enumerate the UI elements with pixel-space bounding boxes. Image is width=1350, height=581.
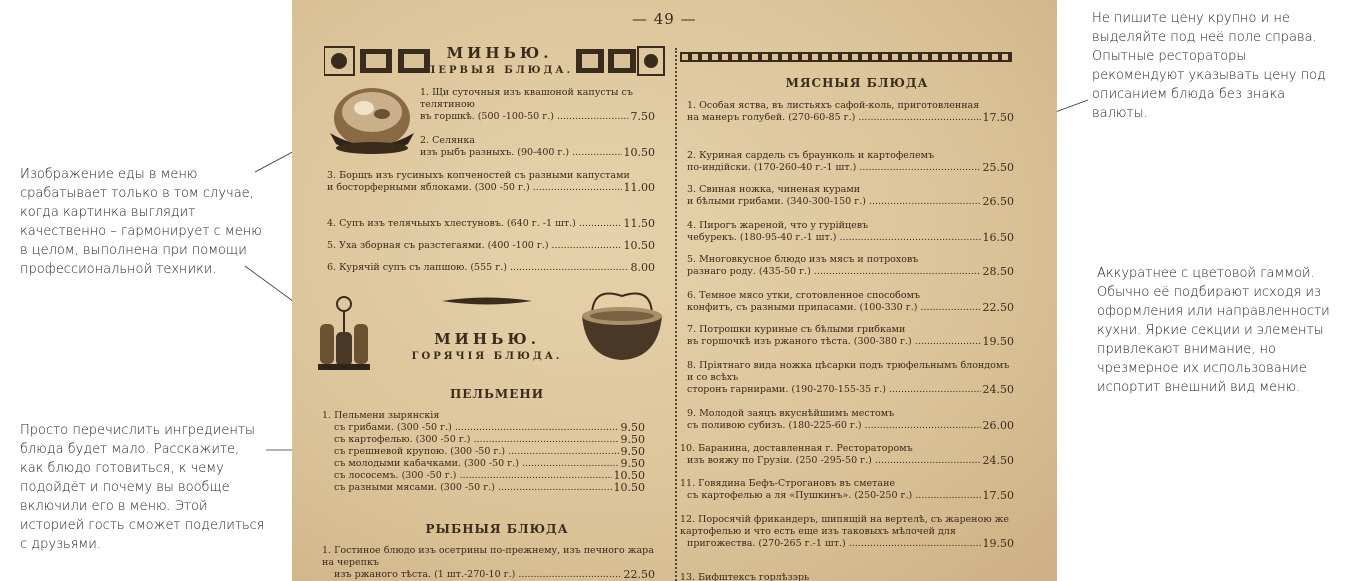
flourish-divider-icon xyxy=(442,296,532,306)
menu-item-price: 8.00 xyxy=(630,261,655,274)
menu-item-title: 8. Пріятнаго вида ножка цѣсарки подъ трюфельнымъ блондомъ и со всѣхъ xyxy=(687,360,1010,383)
menu-item-title: 11. Говядина Бефъ-Строгановъ въ сметане xyxy=(680,478,896,489)
menu-item-price: 28.50 xyxy=(982,265,1014,278)
menu-item-price: 26.50 xyxy=(982,195,1014,208)
menu-item-description: въ горшкѣ. (500 -100-50 г.) ..... xyxy=(420,111,629,123)
menu-item-title: 1. Щи суточныя изъ квашоной капусты съ телятиною xyxy=(420,87,633,110)
menu-item-price: 16.50 xyxy=(982,231,1014,244)
menu-item-price: 11.50 xyxy=(623,217,655,230)
menu-item-description: сторонъ гарнирами. (190-270-155-35 г.) ..... xyxy=(687,384,981,396)
menu-item-description: пригожества. (270-265 г.-1 шт.) ..... xyxy=(687,538,981,550)
menu-item-variant: съ грибами. (300 -50 г.) ..... xyxy=(334,422,619,434)
annotation-color-scheme: Аккуратнее с цветовой гаммой. Обычно её подбирают исходя из оформления или направленности кухни. Яркие секции и элементы привлекают внимание, но чрезмерное их использование испортит внешний вид меню. xyxy=(1097,266,1330,395)
menu-item-description: съ картофелью а ля «Пушкинъ». (250-250 г.) ..... xyxy=(687,490,981,502)
menu-item-title: 3. Борщъ изъ гусиныхъ копченостей съ разными капустами xyxy=(327,170,630,181)
menu-item-description: 6. Курячій супъ съ лапшою. (555 г.) ..... xyxy=(327,262,629,274)
menu-item-title: 2. Селянка xyxy=(420,135,475,146)
menu-item xyxy=(687,220,1014,244)
menu-item-title: 9. Молодой заяцъ вкуснѣйшимъ местомъ xyxy=(687,408,895,419)
menu-item-description: съ поливою субизъ. (180-225-60 г.) ..... xyxy=(687,420,981,432)
menu-item-title: 2. Куриная сардель съ браунколь и картофелемъ xyxy=(687,150,935,161)
menu-item-price: 11.00 xyxy=(623,181,655,194)
menu-item-description: и босторферными яблоками. (300 -50 г.) ..... xyxy=(327,182,622,194)
menu-item-variant: съ молодыми кабачками. (300 -50 г.) ..... xyxy=(334,458,619,470)
menu-item xyxy=(687,408,1014,432)
menu-item xyxy=(327,262,655,274)
menu-item xyxy=(680,478,1014,502)
menu-item-description: въ горшочкѣ изъ ржаного тѣста. (300-380 г.) ..... xyxy=(687,336,981,348)
menu-item xyxy=(687,360,1014,396)
menu-item-variant: съ картофелью. (300 -50 г.) ..... xyxy=(334,434,619,446)
menu-item-title: 7. Потрошки куриные съ бѣлыми грибками xyxy=(687,324,906,335)
menu-item-title: 13. Бифштексъ горлѣзэрь xyxy=(680,572,810,581)
menu-item-price: 9.50 xyxy=(620,421,645,434)
menu-item-description: изъ рыбъ разныхъ. (90-400 г.) ..... xyxy=(420,147,622,159)
menu-item-price: 9.50 xyxy=(620,445,645,458)
annotation-dish-story: Просто перечислить ингредиенты блюда будет мало. Расскажите, как блюдо готовиться, к чему подойдёт и почему вы вообще включили его в меню. Этой историей гость сможет поделиться с друзьями. xyxy=(20,423,265,552)
menu-item-price: 22.50 xyxy=(982,301,1014,314)
menu-item-description: конфитъ, съ разными припасами. (100-330 г.) ..... xyxy=(687,302,981,314)
menu-item-description: изъ вояжу по Грузіи. (250 -295-50 г.) ..... xyxy=(687,455,981,467)
menu-item-title: 1. Пельмени зырянскія xyxy=(322,410,440,421)
menu-item-title: 5. Многовкусное блюдо изъ мясъ и потроховъ xyxy=(687,254,919,265)
column-divider xyxy=(675,48,677,581)
menu-item-price: 10.50 xyxy=(623,146,655,159)
menu-item xyxy=(327,170,655,194)
menu-item-description: 4. Супъ изъ телячьыхъ хлестуновъ. (640 г. -1 шт.) ..... xyxy=(327,218,622,230)
menu-item xyxy=(420,135,655,159)
menu-item-description: 5. Уха зборная съ разстегаями. (400 -100 г.) ..... xyxy=(327,240,622,252)
menu-item xyxy=(322,545,655,581)
menu-item-description: чебурекъ. (180-95-40 г.-1 шт.) ..... xyxy=(687,232,981,244)
menu-title-first: МИНЬЮ. xyxy=(446,44,553,62)
menu-item-price: 25.50 xyxy=(982,161,1014,174)
cruet-set-illustration xyxy=(314,296,374,374)
menu-item-description: и бѣлыми грибами. (340-300-150 г.) ..... xyxy=(687,196,981,208)
menu-item-title: 3. Свиная ножка, чиненая курами xyxy=(687,184,861,195)
menu-item-price: 10.50 xyxy=(613,469,645,482)
menu-title-hot: МИНЬЮ. xyxy=(434,330,540,348)
menu-item-price: 24.50 xyxy=(982,383,1014,396)
menu-item-description: изъ ржаного тѣста. (1 шт.-270-10 г.) ..... xyxy=(334,569,622,581)
menu-item-variant: съ лососемъ. (300 -50 г.) ..... xyxy=(334,470,612,482)
menu-item-price: 26.00 xyxy=(982,419,1014,432)
menu-item-price: 10.50 xyxy=(613,481,645,494)
menu-item xyxy=(687,150,1014,174)
page-number: — 49 — xyxy=(632,10,697,28)
menu-item xyxy=(687,100,1014,124)
menu-item xyxy=(680,443,1014,467)
menu-item xyxy=(327,218,655,230)
menu-item-price: 24.50 xyxy=(982,454,1014,467)
menu-item xyxy=(687,184,1014,208)
menu-item-title: 4. Пирогъ жареной, что у гурійцевъ xyxy=(687,220,869,231)
menu-subtitle-hot: ГОРЯЧІЯ БЛЮДА. xyxy=(411,351,563,362)
menu-item-price: 9.50 xyxy=(620,433,645,446)
menu-item-title: 1. Особая яства, въ листьяхъ сафой-коль, приготовленная xyxy=(687,100,980,111)
menu-item-title: 1. Гостиное блюдо изъ осетрины по-прежнему, изъ печного жара на черепкъ xyxy=(322,545,654,568)
menu-item-price: 9.50 xyxy=(620,457,645,470)
section-title-fish: РЫБНЫЯ БЛЮДА xyxy=(425,522,569,536)
menu-item xyxy=(687,324,1014,348)
annotation-food-image: Изображение еды в меню срабатывает только в том случае, когда картинка выглядит качественно – гармонирует с меню в целом, выполнена при помощи профессиональной техники. xyxy=(20,167,262,277)
ornament-band-icon xyxy=(680,52,1012,62)
menu-item-title: 10. Баранина, доставленная г. Рестораторомъ xyxy=(680,443,913,454)
menu-item-partial xyxy=(680,572,1014,581)
menu-item xyxy=(327,240,655,252)
menu-subtitle-first: ПЕРВЫЯ БЛЮДА. xyxy=(425,65,574,76)
menu-item-variant: съ разными мясами. (300 -50 г.) ..... xyxy=(334,482,612,494)
menu-item xyxy=(687,290,1014,314)
menu-item-description: по-индійски. (170-260-40 г.-1 шт.) ..... xyxy=(687,162,981,174)
menu-item xyxy=(420,87,655,123)
section-title-meat: МЯСНЫЯ БЛЮДА xyxy=(785,76,929,90)
menu-item-title: 6. Темное мясо утки, сготовленное способомъ xyxy=(687,290,921,301)
section-title-pelmeni: ПЕЛЬМЕНИ xyxy=(449,387,545,401)
menu-item-price: 22.50 xyxy=(623,568,655,581)
menu-item xyxy=(680,514,1014,550)
menu-item xyxy=(322,410,645,494)
menu-item-price: 17.50 xyxy=(982,111,1014,124)
menu-item-price: 19.50 xyxy=(982,335,1014,348)
menu-item-title: 12. Поросячій фрикандеръ, шипящій на вертелѣ, съ жареною же картофелью и что есть еще изъ таковыхъ мѣлочей для xyxy=(680,514,1009,537)
menu-item-price: 17.50 xyxy=(982,489,1014,502)
menu-item-description: на манеръ голубей. (270-60-85 г.) ..... xyxy=(687,112,981,124)
annotation-price-placement: Не пишите цену крупно и не выделяйте под неё поле справа. Опытные рестораторы рекомендуют указывать цену под описанием блюда без знака валюты. xyxy=(1092,11,1326,121)
menu-item-price: 10.50 xyxy=(623,239,655,252)
menu-item-variant: съ грешневой крупою. (300 -50 г.) ..... xyxy=(334,446,619,458)
menu-item-price: 19.50 xyxy=(982,537,1014,550)
menu-page xyxy=(292,0,1057,581)
menu-item xyxy=(687,254,1014,278)
menu-item-description: разнаго роду. (435-50 г.) ..... xyxy=(687,266,981,278)
soup-tureen-illustration xyxy=(320,78,420,160)
menu-item-price: 7.50 xyxy=(630,110,655,123)
